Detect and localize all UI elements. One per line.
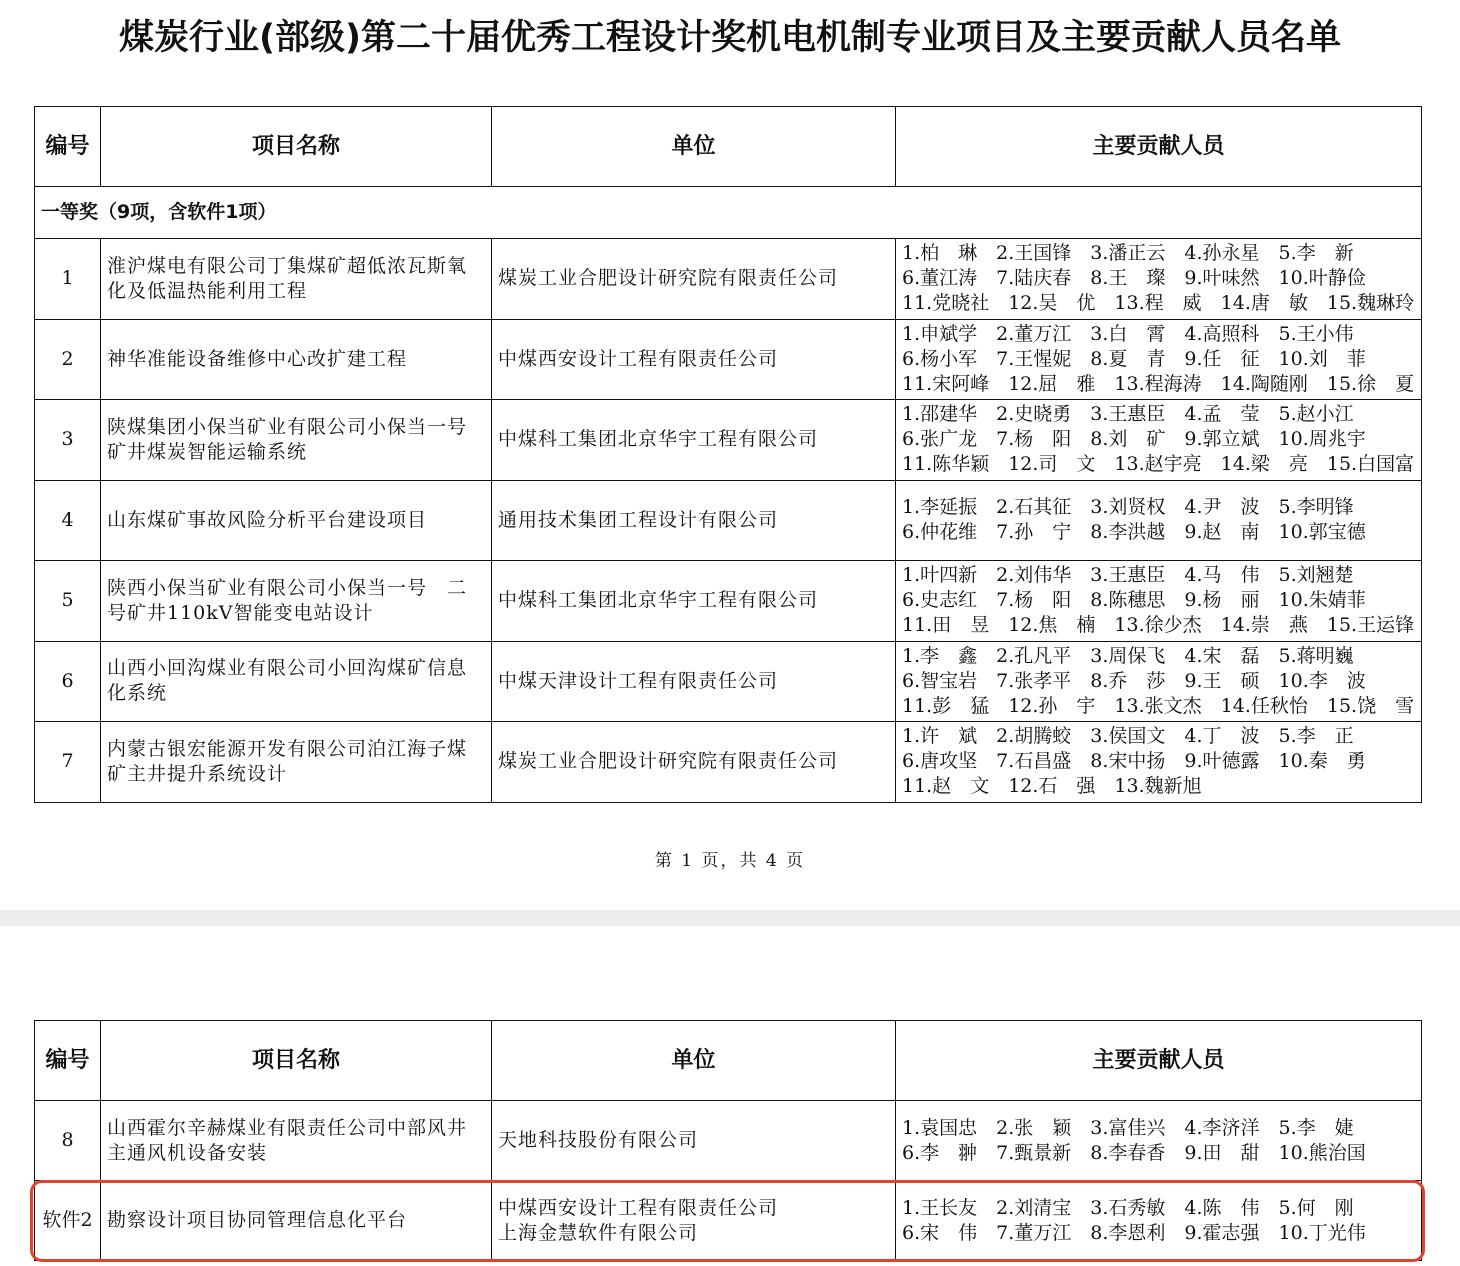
row-number: 6 [35, 641, 101, 722]
table-row [35, 1181, 1422, 1261]
table-row [35, 641, 1422, 722]
contributor-line: 11.彭 猛 12.孙 宇 13.张文杰 14.任秋怡 15.饶 雪 [902, 694, 1415, 717]
contributor-line: 6.杨小军 7.王惺妮 8.夏 青 9.任 征 10.刘 菲 [902, 347, 1366, 370]
contributors [896, 561, 1422, 642]
table-row [35, 319, 1422, 400]
contributor-line: 1.李延振 2.石其征 3.刘贤权 4.尹 波 5.李明锋 [902, 496, 1354, 519]
row-number: 3 [35, 400, 101, 481]
table-row [35, 239, 1422, 320]
table-row [35, 480, 1422, 561]
section-title: 一等奖（9项，含软件1项） [35, 187, 1422, 239]
header-unit: 单位 [492, 107, 896, 187]
organization-name: 天地科技股份有限公司 [492, 1101, 896, 1181]
table-row [35, 722, 1422, 803]
row-number: 2 [35, 319, 101, 400]
organization-name: 中煤西安设计工程有限责任公司 上海金慧软件有限公司 [492, 1181, 896, 1261]
table-row [35, 561, 1422, 642]
awards-table-continued [34, 1020, 1422, 1261]
header-name: 项目名称 [101, 1021, 492, 1101]
section-row [35, 187, 1422, 239]
header-num: 编号 [35, 107, 101, 187]
contributor-line: 6.智宝岩 7.张孝平 8.乔 莎 9.王 硕 10.李 波 [902, 669, 1366, 692]
contributors [896, 239, 1422, 320]
row-number: 1 [35, 239, 101, 320]
organization-name: 煤炭工业合肥设计研究院有限责任公司 [492, 722, 896, 803]
contributor-line: 11.田 昱 12.焦 楠 13.徐少杰 14.崇 燕 15.王运锋 [902, 614, 1415, 637]
project-name: 神华准能设备维修中心改扩建工程 [101, 319, 492, 400]
organization-name: 中煤科工集团北京华宇工程有限公司 [492, 400, 896, 481]
awards-table [34, 106, 1422, 803]
project-name: 山西霍尔辛赫煤业有限责任公司中部风井主通风机设备安装 [101, 1101, 492, 1181]
contributor-line: 6.张广龙 7.杨 阳 8.刘 矿 9.郭立斌 10.周兆宇 [902, 428, 1366, 451]
contributor-line: 6.唐攻坚 7.石昌盛 8.宋中扬 9.叶德露 10.秦 勇 [902, 750, 1366, 773]
contributor-line: 1.王长友 2.刘清宝 3.石秀敏 4.陈 伟 5.何 刚 [902, 1196, 1354, 1219]
table-row [35, 400, 1422, 481]
table-header-row [35, 107, 1422, 187]
row-number: 7 [35, 722, 101, 803]
contributor-line: 1.申斌学 2.董万江 3.白 霄 4.高照科 5.王小伟 [902, 322, 1354, 345]
page-separator [0, 910, 1460, 926]
contributor-line: 1.邵建华 2.史晓勇 3.王惠臣 4.孟 莹 5.赵小江 [902, 403, 1354, 426]
contributor-line: 1.叶四新 2.刘伟华 3.王惠臣 4.马 伟 5.刘翘楚 [902, 564, 1354, 587]
contributor-line: 6.董江涛 7.陆庆春 8.王 璨 9.叶味然 10.叶静俭 [902, 267, 1366, 290]
organization-name: 中煤天津设计工程有限责任公司 [492, 641, 896, 722]
contributors [896, 1101, 1422, 1181]
project-name: 山西小回沟煤业有限公司小回沟煤矿信息化系统 [101, 641, 492, 722]
contributors [896, 480, 1422, 561]
row-number: 5 [35, 561, 101, 642]
contributor-line: 1.袁国忠 2.张 颖 3.富佳兴 4.李济洋 5.李 婕 [902, 1116, 1354, 1139]
contributors [896, 1181, 1422, 1261]
organization-name: 中煤西安设计工程有限责任公司 [492, 319, 896, 400]
contributors [896, 722, 1422, 803]
contributor-line: 1.李 鑫 2.孔凡平 3.周保飞 4.宋 磊 5.蒋明巍 [902, 644, 1354, 667]
project-name: 陕煤集团小保当矿业有限公司小保当一号矿井煤炭智能运输系统 [101, 400, 492, 481]
contributor-line: 11.赵 文 12.石 强 13.魏新旭 [902, 775, 1202, 798]
contributor-line: 1.柏 琳 2.王国锋 3.潘正云 4.孙永星 5.李 新 [902, 242, 1354, 265]
header-name: 项目名称 [101, 107, 492, 187]
organization-name: 煤炭工业合肥设计研究院有限责任公司 [492, 239, 896, 320]
row-number: 8 [35, 1101, 101, 1181]
contributor-line: 6.史志红 7.杨 阳 8.陈穗思 9.杨 丽 10.朱婧菲 [902, 589, 1366, 612]
header-num: 编号 [35, 1021, 101, 1101]
table-row [35, 1101, 1422, 1181]
contributor-line: 11.宋阿峰 12.屈 雅 13.程海涛 14.陶随刚 15.徐 夏 [902, 372, 1415, 395]
contributor-line: 11.党晓社 12.吴 优 13.程 威 14.唐 敏 15.魏琳玲 [902, 292, 1415, 315]
document-title: 煤炭行业(部级)第二十届优秀工程设计奖机电机制专业项目及主要贡献人员名单 [119, 18, 1341, 58]
contributors [896, 641, 1422, 722]
table-header-row [35, 1021, 1422, 1101]
contributors [896, 319, 1422, 400]
contributor-line: 1.许 斌 2.胡腾蛟 3.侯国文 4.丁 波 5.李 正 [902, 725, 1354, 748]
organization-name: 通用技术集团工程设计有限公司 [492, 480, 896, 561]
header-unit: 单位 [492, 1021, 896, 1101]
contributor-line: 6.仲花维 7.孙 宁 8.李洪越 9.赵 南 10.郭宝德 [902, 521, 1366, 544]
contributors [896, 400, 1422, 481]
organization-name: 中煤科工集团北京华宇工程有限公司 [492, 561, 896, 642]
project-name: 勘察设计项目协同管理信息化平台 [101, 1181, 492, 1261]
row-number: 软件2 [35, 1181, 101, 1261]
project-name: 陕西小保当矿业有限公司小保当一号 二号矿井110kV智能变电站设计 [101, 561, 492, 642]
contributor-line: 6.李 翀 7.甄景新 8.李春香 9.田 甜 10.熊治国 [902, 1141, 1366, 1164]
contributor-line: 6.宋 伟 7.董万江 8.李恩利 9.霍志强 10.丁光伟 [902, 1221, 1366, 1244]
contributor-line: 11.陈华颖 12.司 文 13.赵宇亮 14.梁 亮 15.白国富 [902, 453, 1415, 476]
project-name: 山东煤矿事故风险分析平台建设项目 [101, 480, 492, 561]
project-name: 淮沪煤电有限公司丁集煤矿超低浓瓦斯氧化及低温热能利用工程 [101, 239, 492, 320]
page-2 [0, 926, 1460, 1266]
header-people: 主要贡献人员 [896, 1021, 1422, 1101]
project-name: 内蒙古银宏能源开发有限公司泊江海子煤矿主井提升系统设计 [101, 722, 492, 803]
header-people: 主要贡献人员 [896, 107, 1422, 187]
page-number: 第 1 页，共 4 页 [654, 851, 806, 871]
row-number: 4 [35, 480, 101, 561]
